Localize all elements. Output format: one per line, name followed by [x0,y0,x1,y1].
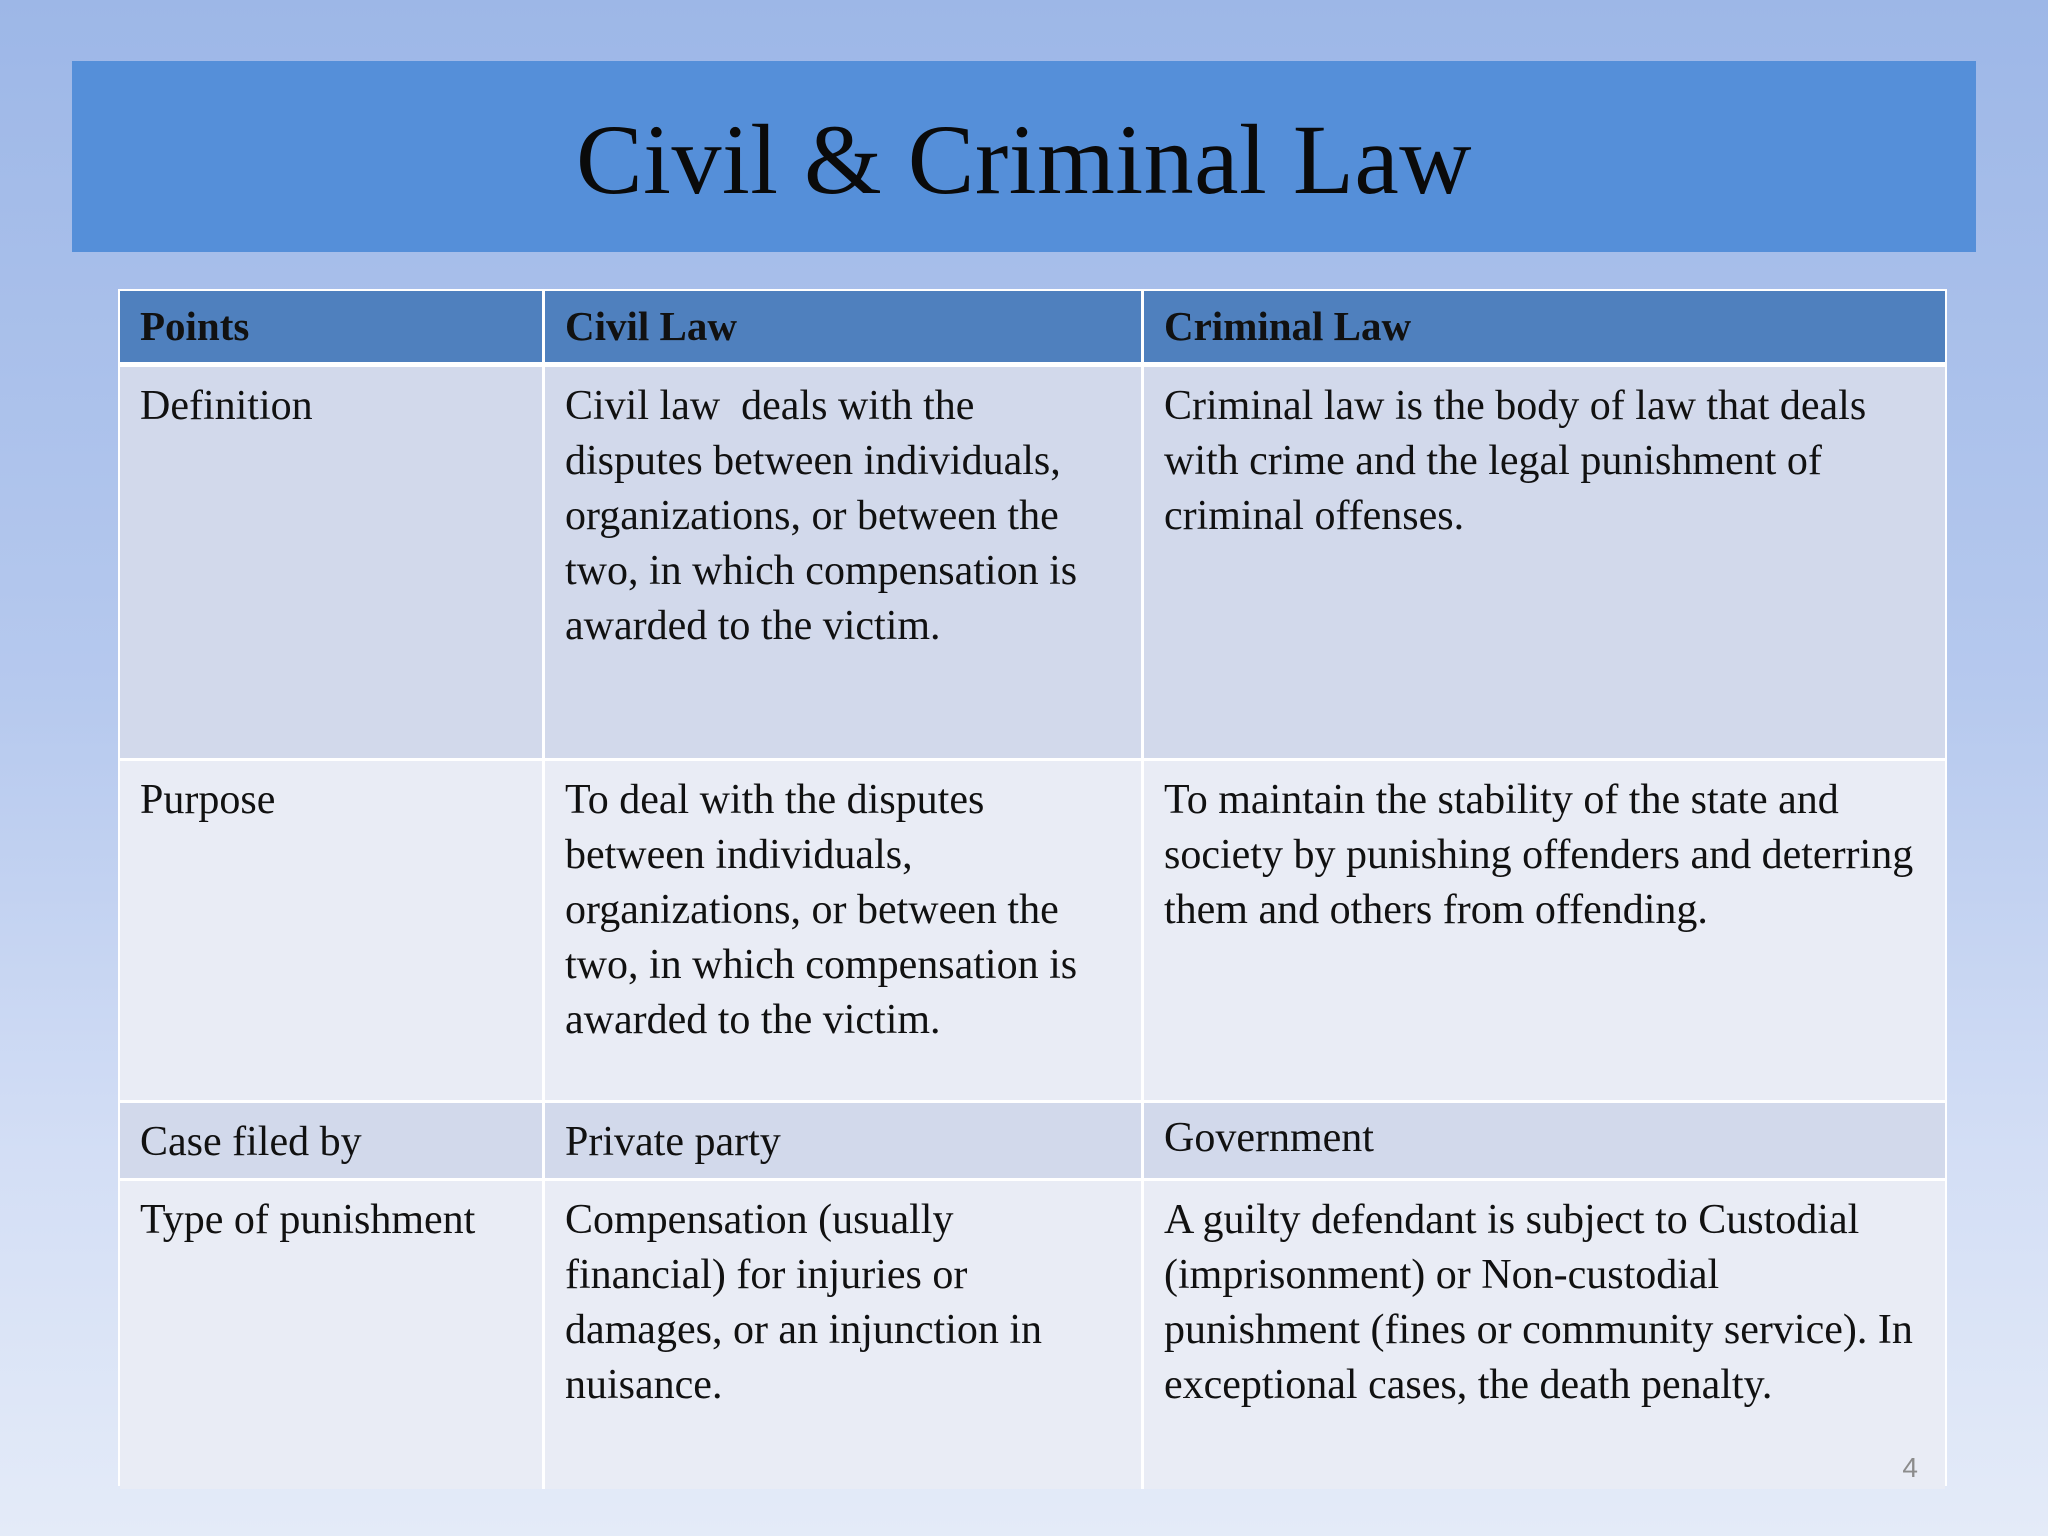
comparison-table [120,291,1945,1489]
table-row-case-filed-by [120,1103,1945,1181]
row-label-definition: Definition [120,367,545,761]
civil-purpose-cell: To deal with the disputes between individuals, organizations, or between the two, in which compensation is awarded to the victim. [545,761,1144,1103]
table-row-definition [120,367,1945,761]
criminal-punishment-cell: A guilty defendant is subject to Custodial (imprisonment) or Non-custodial punishment (fines or community service). In exceptional cases, the death penalty. [1144,1181,1945,1489]
criminal-case-filed-cell: Government [1144,1103,1945,1181]
table-header-row [120,291,1945,367]
criminal-purpose-cell: To maintain the stability of the state and society by punishing offenders and deterring them and others from offending. [1144,761,1945,1103]
criminal-definition-cell: Criminal law is the body of law that deals with crime and the legal punishment of criminal offenses. [1144,367,1945,761]
civil-definition-cell: Civil law deals with the disputes between individuals, organizations, or between the two, in which compensation is awarded to the victim. [545,367,1144,761]
page-number: 4 [1902,1452,1918,1483]
header-points: Points [120,291,545,367]
civil-punishment-cell: Compensation (usually financial) for injuries or damages, or an injunction in nuisance. [545,1181,1144,1489]
slide-title: Civil & Criminal Law [575,103,1473,215]
title-bar [72,61,1976,252]
table-row-type-of-punishment [120,1181,1945,1489]
comparison-table-container [118,289,1947,1486]
header-criminal-law: Criminal Law [1144,291,1945,367]
row-label-case-filed-by: Case filed by [120,1103,545,1181]
row-label-type-of-punishment: Type of punishment [120,1181,545,1489]
civil-case-filed-cell: Private party [545,1103,1144,1181]
row-label-purpose: Purpose [120,761,545,1103]
table-row-purpose [120,761,1945,1103]
header-civil-law: Civil Law [545,291,1144,367]
